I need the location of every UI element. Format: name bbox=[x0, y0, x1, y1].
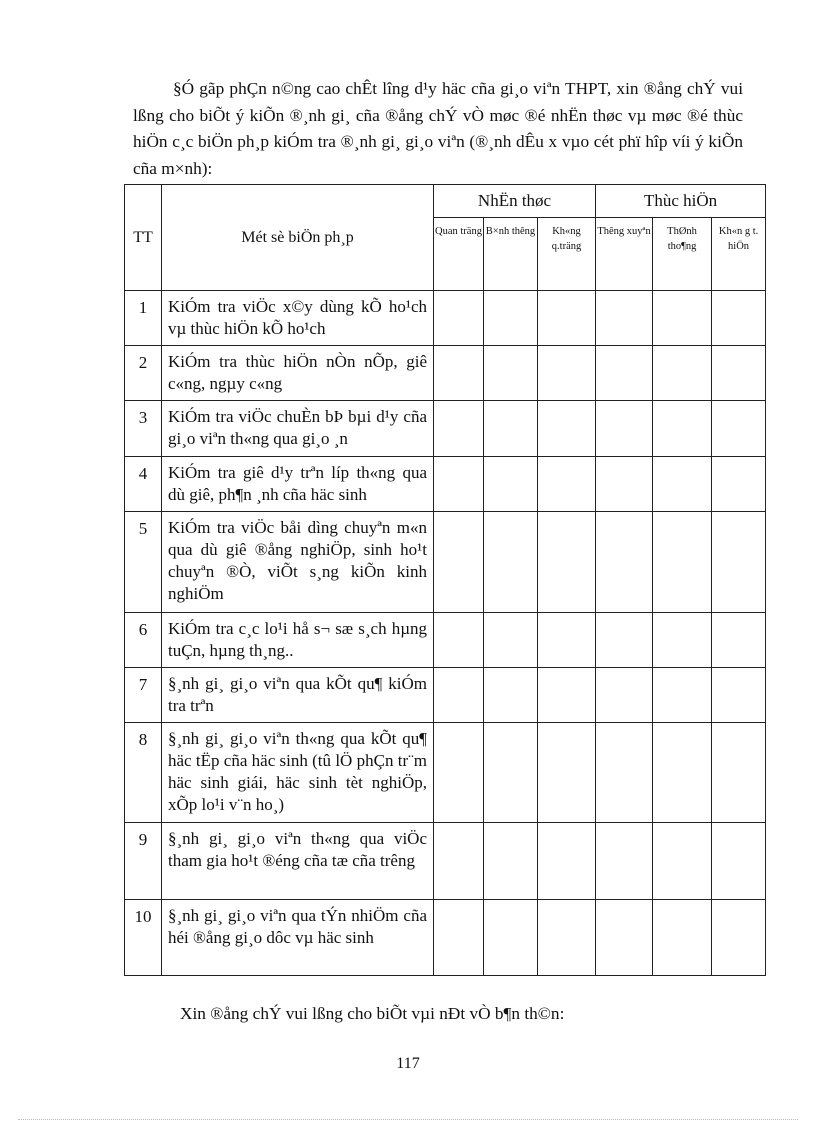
checkbox-cell[interactable] bbox=[434, 613, 484, 668]
checkbox-cell[interactable] bbox=[538, 900, 596, 976]
page-number: 117 bbox=[396, 1055, 420, 1072]
table-row bbox=[125, 457, 766, 512]
checkbox-cell[interactable] bbox=[596, 457, 653, 512]
checkbox-cell[interactable] bbox=[653, 668, 712, 723]
checkbox-cell[interactable] bbox=[484, 723, 538, 823]
row-measure: §¸nh gi¸ gi¸o viªn th«ng qua viÖc tham gia ho¹t ®éng cña tæ cña trêng bbox=[162, 823, 434, 900]
checkbox-cell[interactable] bbox=[653, 723, 712, 823]
checkbox-cell[interactable] bbox=[653, 346, 712, 401]
row-number: 5 bbox=[125, 512, 162, 613]
checkbox-cell[interactable] bbox=[434, 900, 484, 976]
subheader-awareness-normal: B×nh thêng bbox=[484, 218, 538, 291]
checkbox-cell[interactable] bbox=[434, 291, 484, 346]
row-measure: KiÓm tra giê d¹y trªn líp th«ng qua dù giê, ph¶n ¸nh cña häc sinh bbox=[162, 457, 434, 512]
checkbox-cell[interactable] bbox=[538, 823, 596, 900]
row-measure: KiÓm tra viÖc båi dìng chuyªn m«n qua dù giê ®ång nghiÖp, sinh ho¹t chuyªn ®Ò, viÕt s¸ng kiÕn kinh nghiÖm bbox=[162, 512, 434, 613]
checkbox-cell[interactable] bbox=[596, 291, 653, 346]
row-number: 6 bbox=[125, 613, 162, 668]
table-row bbox=[125, 668, 766, 723]
table-row bbox=[125, 723, 766, 823]
checkbox-cell[interactable] bbox=[484, 823, 538, 900]
checkbox-cell[interactable] bbox=[712, 613, 766, 668]
checkbox-cell[interactable] bbox=[712, 291, 766, 346]
intro-paragraph: §Ó gãp phÇn n©ng cao chÊt lîng d¹y häc cña gi¸o viªn THPT, xin ®ång chÝ vui lßng cho biÕt ý kiÕn ®¸nh gi¸ cña ®ång chÝ vÒ møc ®é nhËn thøc vµ møc ®é thùc hiÖn c¸c biÖn ph¸p kiÓm tra ®¸nh gi¸ gi¸o viªn (®¸nh dÊu x vµo cét phï hîp víi ý kiÕn cña m×nh): bbox=[133, 79, 743, 178]
checkbox-cell[interactable] bbox=[712, 457, 766, 512]
checkbox-cell[interactable] bbox=[484, 613, 538, 668]
row-measure: §¸nh gi¸ gi¸o viªn qua kÕt qu¶ kiÓm tra trªn bbox=[162, 668, 434, 723]
checkbox-cell[interactable] bbox=[653, 291, 712, 346]
table-row bbox=[125, 291, 766, 346]
row-number: 10 bbox=[125, 900, 162, 976]
table-row bbox=[125, 512, 766, 613]
header-awareness: NhËn thøc bbox=[434, 185, 596, 218]
checkbox-cell[interactable] bbox=[484, 668, 538, 723]
header-row-groups bbox=[125, 185, 766, 218]
table-row bbox=[125, 346, 766, 401]
subheader-implementation-occasional: ThØnh tho¶ng bbox=[653, 218, 712, 291]
checkbox-cell[interactable] bbox=[712, 900, 766, 976]
bottom-divider bbox=[18, 1119, 798, 1120]
row-measure: §¸nh gi¸ gi¸o viªn qua tÝn nhiÖm cña héi ®ång gi¸o dôc vµ häc sinh bbox=[162, 900, 434, 976]
survey-table bbox=[124, 184, 766, 976]
header-tt: TT bbox=[125, 185, 162, 291]
checkbox-cell[interactable] bbox=[653, 613, 712, 668]
checkbox-cell[interactable] bbox=[596, 668, 653, 723]
table-row bbox=[125, 900, 766, 976]
row-measure: KiÓm tra c¸c lo¹i hå s¬ sæ s¸ch hµng tuÇn, hµng th¸ng.. bbox=[162, 613, 434, 668]
checkbox-cell[interactable] bbox=[434, 457, 484, 512]
table-row bbox=[125, 401, 766, 457]
row-number: 8 bbox=[125, 723, 162, 823]
checkbox-cell[interactable] bbox=[434, 668, 484, 723]
checkbox-cell[interactable] bbox=[596, 613, 653, 668]
checkbox-cell[interactable] bbox=[484, 512, 538, 613]
checkbox-cell[interactable] bbox=[538, 457, 596, 512]
checkbox-cell[interactable] bbox=[538, 401, 596, 457]
checkbox-cell[interactable] bbox=[484, 291, 538, 346]
subheader-awareness-important: Quan träng bbox=[434, 218, 484, 291]
checkbox-cell[interactable] bbox=[712, 346, 766, 401]
checkbox-cell[interactable] bbox=[538, 668, 596, 723]
checkbox-cell[interactable] bbox=[434, 401, 484, 457]
checkbox-cell[interactable] bbox=[596, 900, 653, 976]
checkbox-cell[interactable] bbox=[653, 457, 712, 512]
checkbox-cell[interactable] bbox=[434, 346, 484, 401]
checkbox-cell[interactable] bbox=[596, 512, 653, 613]
checkbox-cell[interactable] bbox=[712, 668, 766, 723]
checkbox-cell[interactable] bbox=[596, 401, 653, 457]
checkbox-cell[interactable] bbox=[484, 346, 538, 401]
checkbox-cell[interactable] bbox=[538, 512, 596, 613]
header-measure: Mét sè biÖn ph¸p bbox=[162, 185, 434, 291]
row-measure: KiÓm tra thùc hiÖn nÒn nÕp, giê c«ng, ngµy c«ng bbox=[162, 346, 434, 401]
checkbox-cell[interactable] bbox=[712, 401, 766, 457]
checkbox-cell[interactable] bbox=[653, 900, 712, 976]
row-number: 3 bbox=[125, 401, 162, 457]
closing-question: Xin ®ång chÝ vui lßng cho biÕt vµi nÐt vÒ b¶n th©n: bbox=[180, 1004, 565, 1023]
row-measure: §¸nh gi¸ gi¸o viªn th«ng qua kÕt qu¶ häc tËp cña häc sinh (tû lÖ phÇn tr¨m häc sinh giái, häc sinh tèt nghiÖp, xÕp lo¹i v¨n ho¸) bbox=[162, 723, 434, 823]
row-number: 4 bbox=[125, 457, 162, 512]
checkbox-cell[interactable] bbox=[434, 823, 484, 900]
checkbox-cell[interactable] bbox=[538, 723, 596, 823]
checkbox-cell[interactable] bbox=[712, 823, 766, 900]
checkbox-cell[interactable] bbox=[596, 723, 653, 823]
checkbox-cell[interactable] bbox=[712, 512, 766, 613]
checkbox-cell[interactable] bbox=[653, 823, 712, 900]
row-measure: KiÓm tra viÖc x©y dùng kÕ ho¹ch vµ thùc hiÖn kÕ ho¹ch bbox=[162, 291, 434, 346]
row-number: 9 bbox=[125, 823, 162, 900]
checkbox-cell[interactable] bbox=[484, 900, 538, 976]
checkbox-cell[interactable] bbox=[653, 512, 712, 613]
checkbox-cell[interactable] bbox=[484, 457, 538, 512]
subheader-implementation-regular: Thêng xuyªn bbox=[596, 218, 653, 291]
row-number: 7 bbox=[125, 668, 162, 723]
row-measure: KiÓm tra viÖc chuÈn bÞ bµi d¹y cña gi¸o viªn th«ng qua gi¸o ¸n bbox=[162, 401, 434, 457]
checkbox-cell[interactable] bbox=[538, 291, 596, 346]
row-number: 2 bbox=[125, 346, 162, 401]
subheader-implementation-never: Kh«n g t. hiÖn bbox=[712, 218, 766, 291]
table-row bbox=[125, 613, 766, 668]
table-row bbox=[125, 823, 766, 900]
subheader-awareness-unimportant: Kh«ng q.träng bbox=[538, 218, 596, 291]
checkbox-cell[interactable] bbox=[596, 823, 653, 900]
checkbox-cell[interactable] bbox=[434, 512, 484, 613]
checkbox-cell[interactable] bbox=[596, 346, 653, 401]
header-implementation: Thùc hiÖn bbox=[596, 185, 766, 218]
checkbox-cell[interactable] bbox=[484, 401, 538, 457]
checkbox-cell[interactable] bbox=[538, 613, 596, 668]
row-number: 1 bbox=[125, 291, 162, 346]
checkbox-cell[interactable] bbox=[538, 346, 596, 401]
checkbox-cell[interactable] bbox=[434, 723, 484, 823]
checkbox-cell[interactable] bbox=[712, 723, 766, 823]
checkbox-cell[interactable] bbox=[653, 401, 712, 457]
